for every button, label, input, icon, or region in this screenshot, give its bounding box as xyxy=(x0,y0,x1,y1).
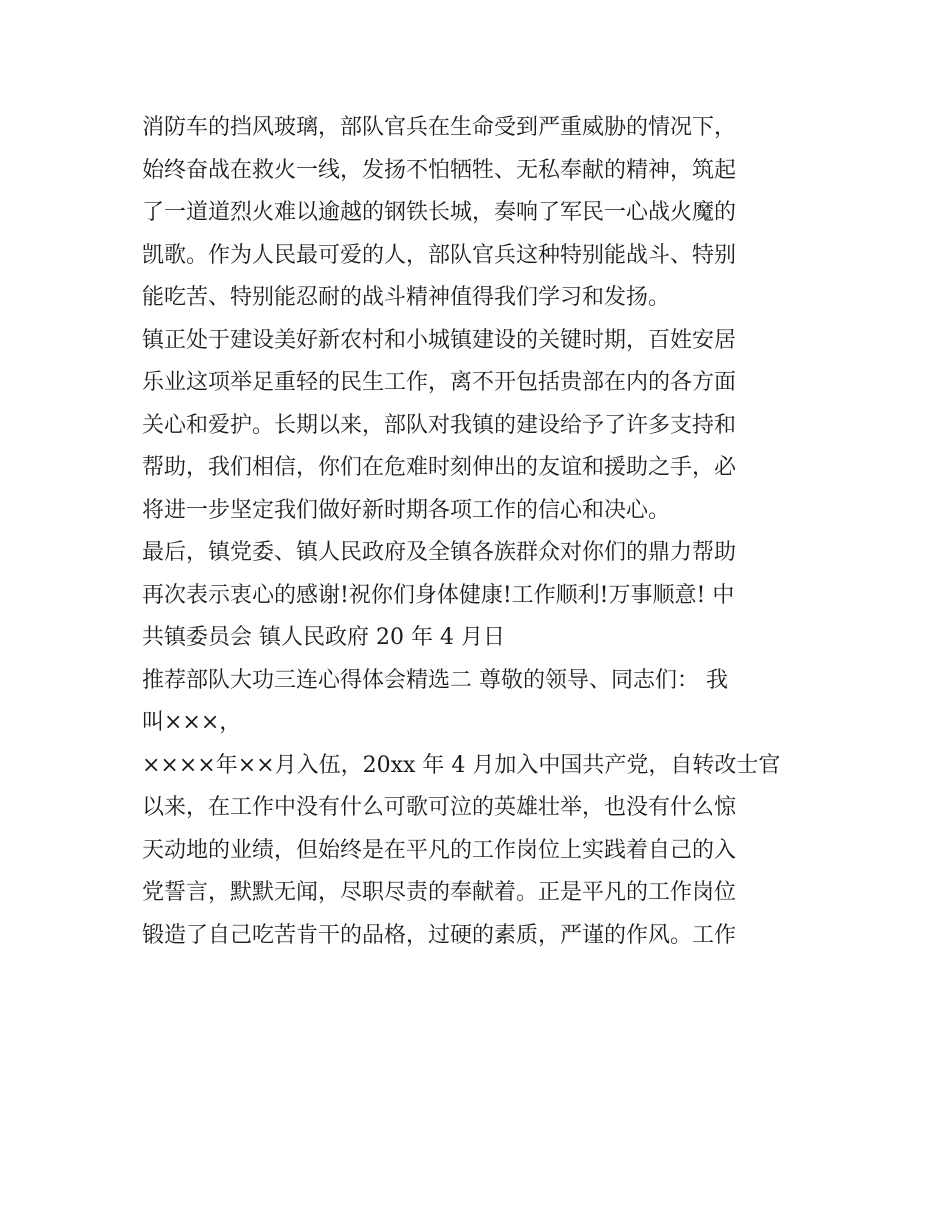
text-line: 帮助，我们相信，你们在危难时刻伸出的友谊和援助之手，必 xyxy=(142,455,737,480)
text-line: 凯歌。作为人民最可爱的人，部队官兵这种特别能战斗、特别 xyxy=(142,242,737,268)
text-line: 再次表示衷心的感谢!祝你们身体健康!工作顺利!万事顺意! 中 xyxy=(142,582,735,608)
text-line: 共镇委员会 镇人民政府 20 年 4 月日 xyxy=(142,625,505,650)
text-line: 乐业这项举足重轻的民生工作，离不开包括贵部在内的各方面 xyxy=(142,370,737,395)
text-line: 推荐部队大功三连心得体会精选二 尊敬的领导、同志们： 我 xyxy=(142,667,728,693)
document-body xyxy=(142,107,822,957)
text-line: 锻造了自己吃苦肯干的品格，过硬的素质，严谨的作风。工作 xyxy=(142,922,737,948)
text-line: ××××年××月入伍，20xx 年 4 月加入中国共产党，自转改士官 xyxy=(142,752,781,778)
text-line: 党誓言，默默无闻，尽职尽责的奉献着。正是平凡的工作岗位 xyxy=(142,880,737,905)
text-line: 了一道道烈火难以逾越的钢铁长城，奏响了军民一心战火魔的 xyxy=(142,200,737,225)
text-line: 叫×××， xyxy=(142,710,242,735)
text-line: 最后，镇党委、镇人民政府及全镇各族群众对你们的鼎力帮助 xyxy=(142,540,737,565)
text-line: 消防车的挡风玻璃，部队官兵在生命受到严重威胁的情况下， xyxy=(142,115,737,140)
text-line: 始终奋战在救火一线，发扬不怕牺牲、无私奉献的精神，筑起 xyxy=(142,157,737,183)
text-line: 天动地的业绩，但始终是在平凡的工作岗位上实践着自己的入 xyxy=(142,837,737,863)
text-line: 将进一步坚定我们做好新时期各项工作的信心和决心。 xyxy=(142,497,671,523)
text-line: 以来，在工作中没有什么可歌可泣的英雄壮举，也没有什么惊 xyxy=(142,795,737,820)
text-line: 能吃苦、特别能忍耐的战斗精神值得我们学习和发扬。 xyxy=(142,285,671,310)
text-line: 关心和爱护。长期以来，部队对我镇的建设给予了许多支持和 xyxy=(142,412,737,438)
text-line: 镇正处于建设美好新农村和小城镇建设的关键时期，百姓安居 xyxy=(142,327,737,353)
